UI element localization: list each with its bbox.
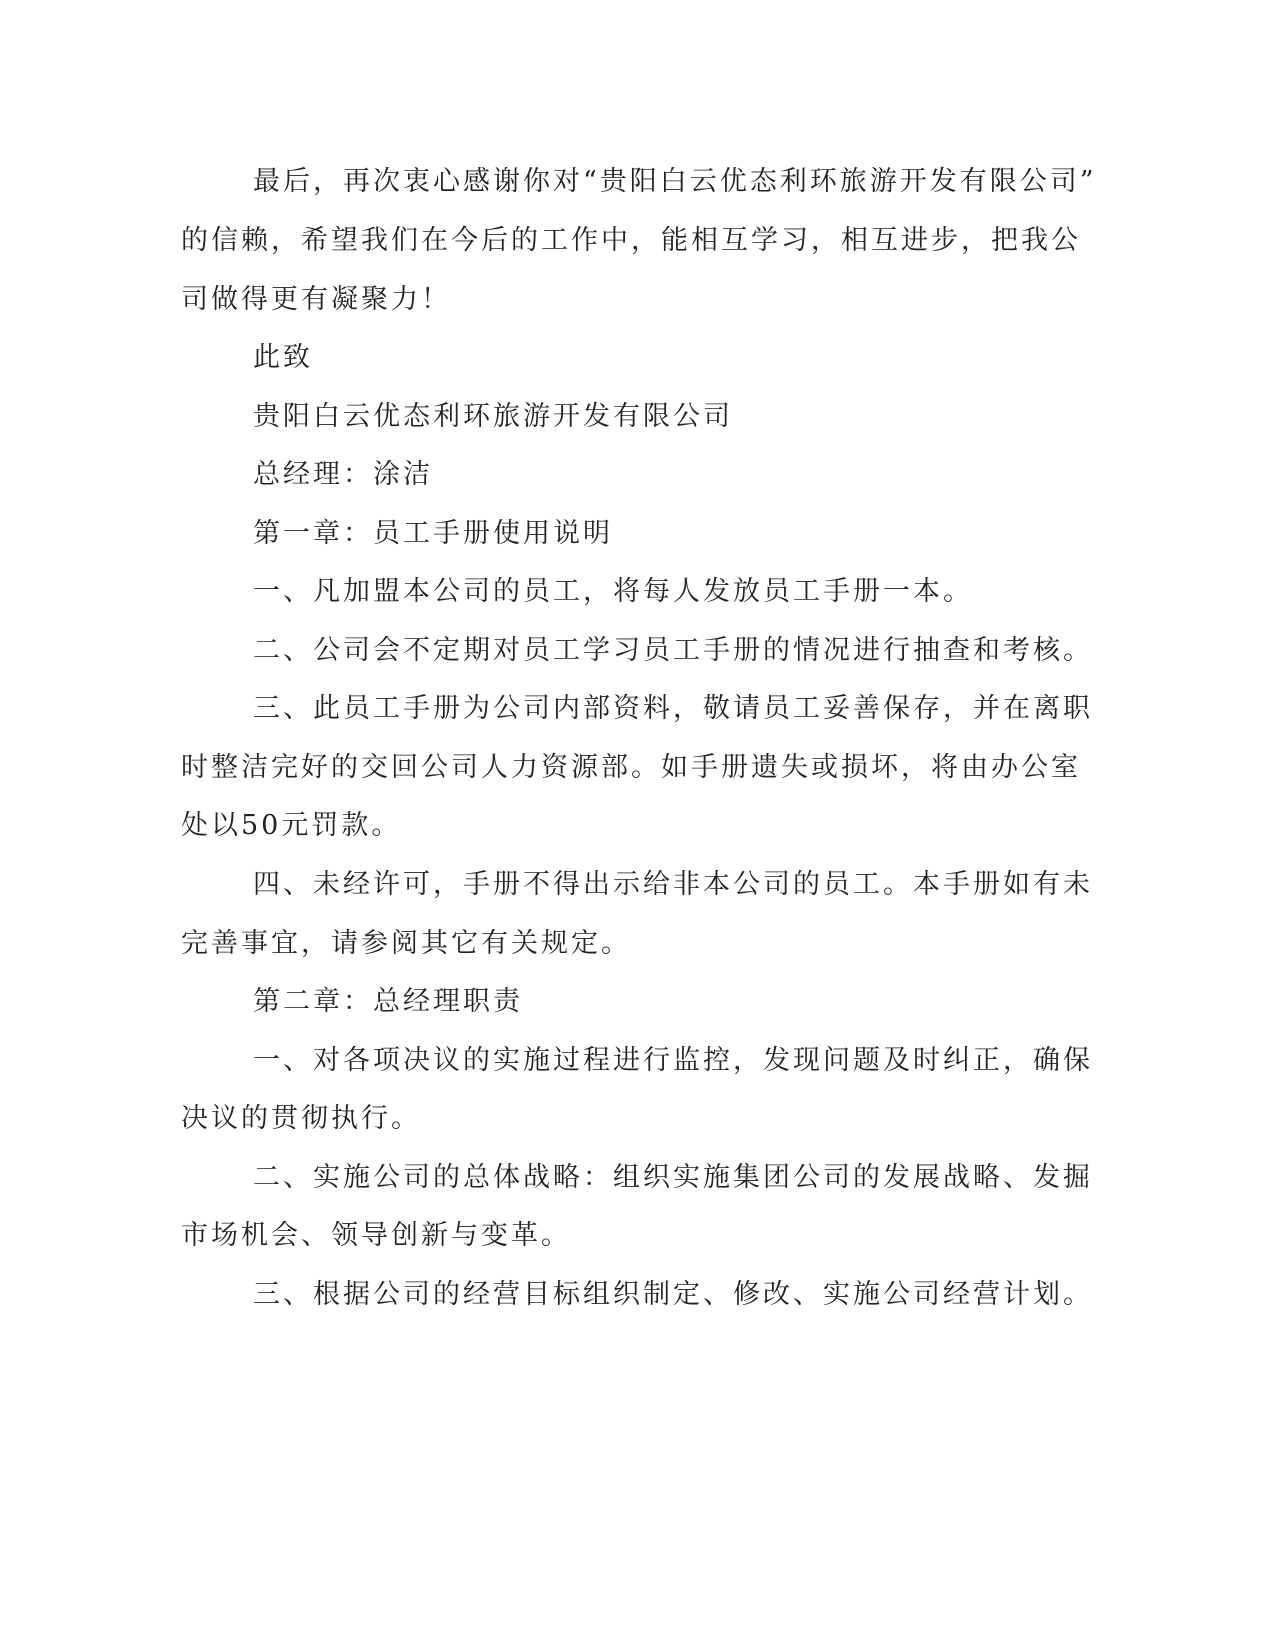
salutation: 此致	[253, 342, 313, 373]
chapter-1-item-4-line-2: 完善事宜，请参阅其它有关规定。	[181, 928, 631, 959]
chapter-2-heading: 第二章：总经理职责	[253, 986, 523, 1017]
chapter-2-item-1-line-1: 一、对各项决议的实施过程进行监控，发现问题及时纠正，确保	[253, 1045, 1093, 1076]
closing-paragraph-line-3: 司做得更有凝聚力！	[181, 284, 451, 315]
closing-paragraph-line-2: 的信赖，希望我们在今后的工作中，能相互学习，相互进步，把我公	[181, 225, 1081, 256]
chapter-1-heading: 第一章：员工手册使用说明	[253, 518, 613, 549]
chapter-1-item-2: 二、公司会不定期对员工学习员工手册的情况进行抽查和考核。	[253, 635, 1093, 666]
chapter-1-item-3-line-3: 处以50元罚款。	[181, 810, 402, 841]
chapter-1-item-1: 一、凡加盟本公司的员工，将每人发放员工手册一本。	[253, 576, 973, 607]
chapter-2-item-2-line-1: 二、实施公司的总体战略：组织实施集团公司的发展战略、发掘	[253, 1162, 1093, 1193]
chapter-2-item-2-line-2: 市场机会、领导创新与变革。	[181, 1220, 571, 1251]
chapter-2-item-1-line-2: 决议的贯彻执行。	[181, 1103, 421, 1134]
closing-paragraph-line-1: 最后，再次衷心感谢你对“贵阳白云优态利环旅游开发有限公司”	[253, 166, 1097, 197]
chapter-1-item-3-line-2: 时整洁完好的交回公司人力资源部。如手册遗失或损坏，将由办公室	[181, 752, 1081, 783]
company-name: 贵阳白云优态利环旅游开发有限公司	[253, 401, 733, 432]
signatory: 总经理：涂洁	[253, 459, 433, 490]
chapter-1-item-3-line-1: 三、此员工手册为公司内部资料，敬请员工妥善保存，并在离职	[253, 693, 1093, 724]
chapter-1-item-4-line-1: 四、未经许可，手册不得出示给非本公司的员工。本手册如有未	[253, 869, 1093, 900]
chapter-2-item-3: 三、根据公司的经营目标组织制定、修改、实施公司经营计划。	[253, 1279, 1093, 1310]
